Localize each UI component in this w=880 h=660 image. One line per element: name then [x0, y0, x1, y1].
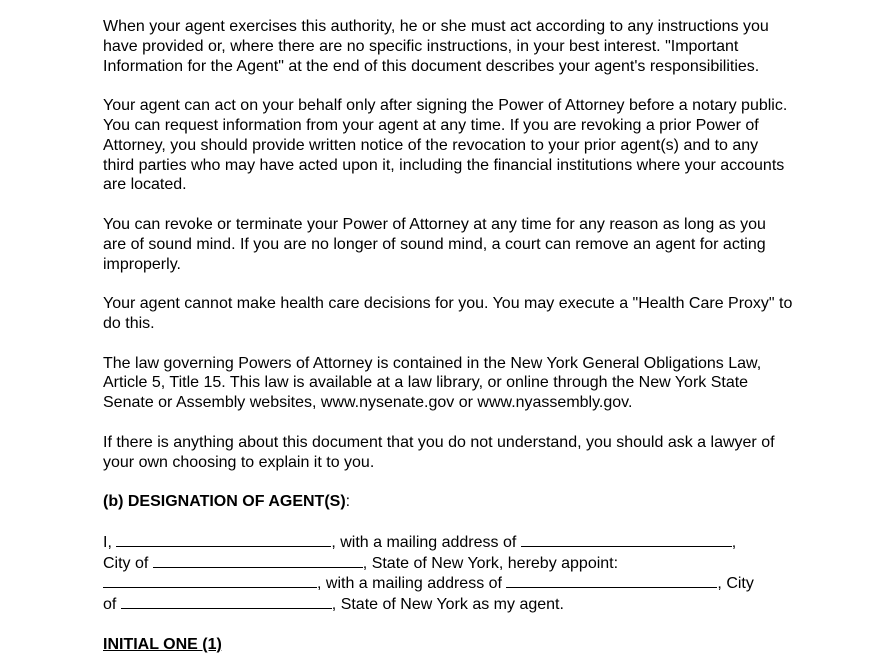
- principal-city-field[interactable]: [153, 553, 363, 568]
- designation-form: [103, 532, 793, 615]
- form-line-4: of , State of New York as my agent.: [103, 596, 564, 614]
- paragraph-revocation: You can revoke or terminate your Power of Attorney at any time for any reason as long as you are of sound mind. If you are no longer of sound mind, a court can remove an agent for acting improperly.: [103, 215, 766, 273]
- form-line-2: City of , State of New York, hereby appoint:: [103, 554, 619, 572]
- paragraph-agent-signing: Your agent can act on your behalf only after signing the Power of Attorney before a notary public. You can request information from your agent at any time. If you are revoking a prior Power of Attorney, you should provide written notice of the revocation to your prior agent(s) and to any third parties who may have acted upon it, including the financial institutions where your accounts are located.: [103, 97, 788, 194]
- agent-name-field[interactable]: [103, 573, 317, 588]
- agent-address-field[interactable]: [506, 573, 717, 588]
- agent-city-field[interactable]: [121, 594, 332, 609]
- principal-name-field[interactable]: [116, 532, 331, 547]
- section-heading: (b) DESIGNATION OF AGENT(S):: [103, 493, 351, 511]
- principal-address-field[interactable]: [521, 532, 732, 547]
- document-body: [103, 17, 793, 655]
- designation-heading: (b) DESIGNATION OF AGENT(S): [103, 493, 346, 511]
- paragraph-health-care: Your agent cannot make health care decisions for you. You may execute a "Health Care Proxy" to do this.: [103, 295, 793, 332]
- form-line-3: , with a mailing address of , City: [103, 573, 793, 594]
- form-line-1: I, , with a mailing address of ,: [103, 533, 737, 551]
- paragraph-governing-law: The law governing Powers of Attorney is contained in the New York General Obligations Law, Article 5, Title 15. This law is available at a law library, or online through the New York State Senate or Assembly websites, www.nysenate.gov or www.nyassembly.gov.: [103, 354, 762, 412]
- paragraph-ask-lawyer: If there is anything about this document that you do not understand, you should ask a lawyer of your own choosing to explain it to you.: [103, 433, 775, 471]
- initial-one-heading: INITIAL ONE (1): [103, 635, 222, 653]
- paragraph-agent-authority: When your agent exercises this authority, he or she must act according to any instructions you have provided or, where there are no specific instructions, in your best interest. "Important Information for the Agent" at the end of this document describes your agent's responsibilities.: [103, 18, 769, 75]
